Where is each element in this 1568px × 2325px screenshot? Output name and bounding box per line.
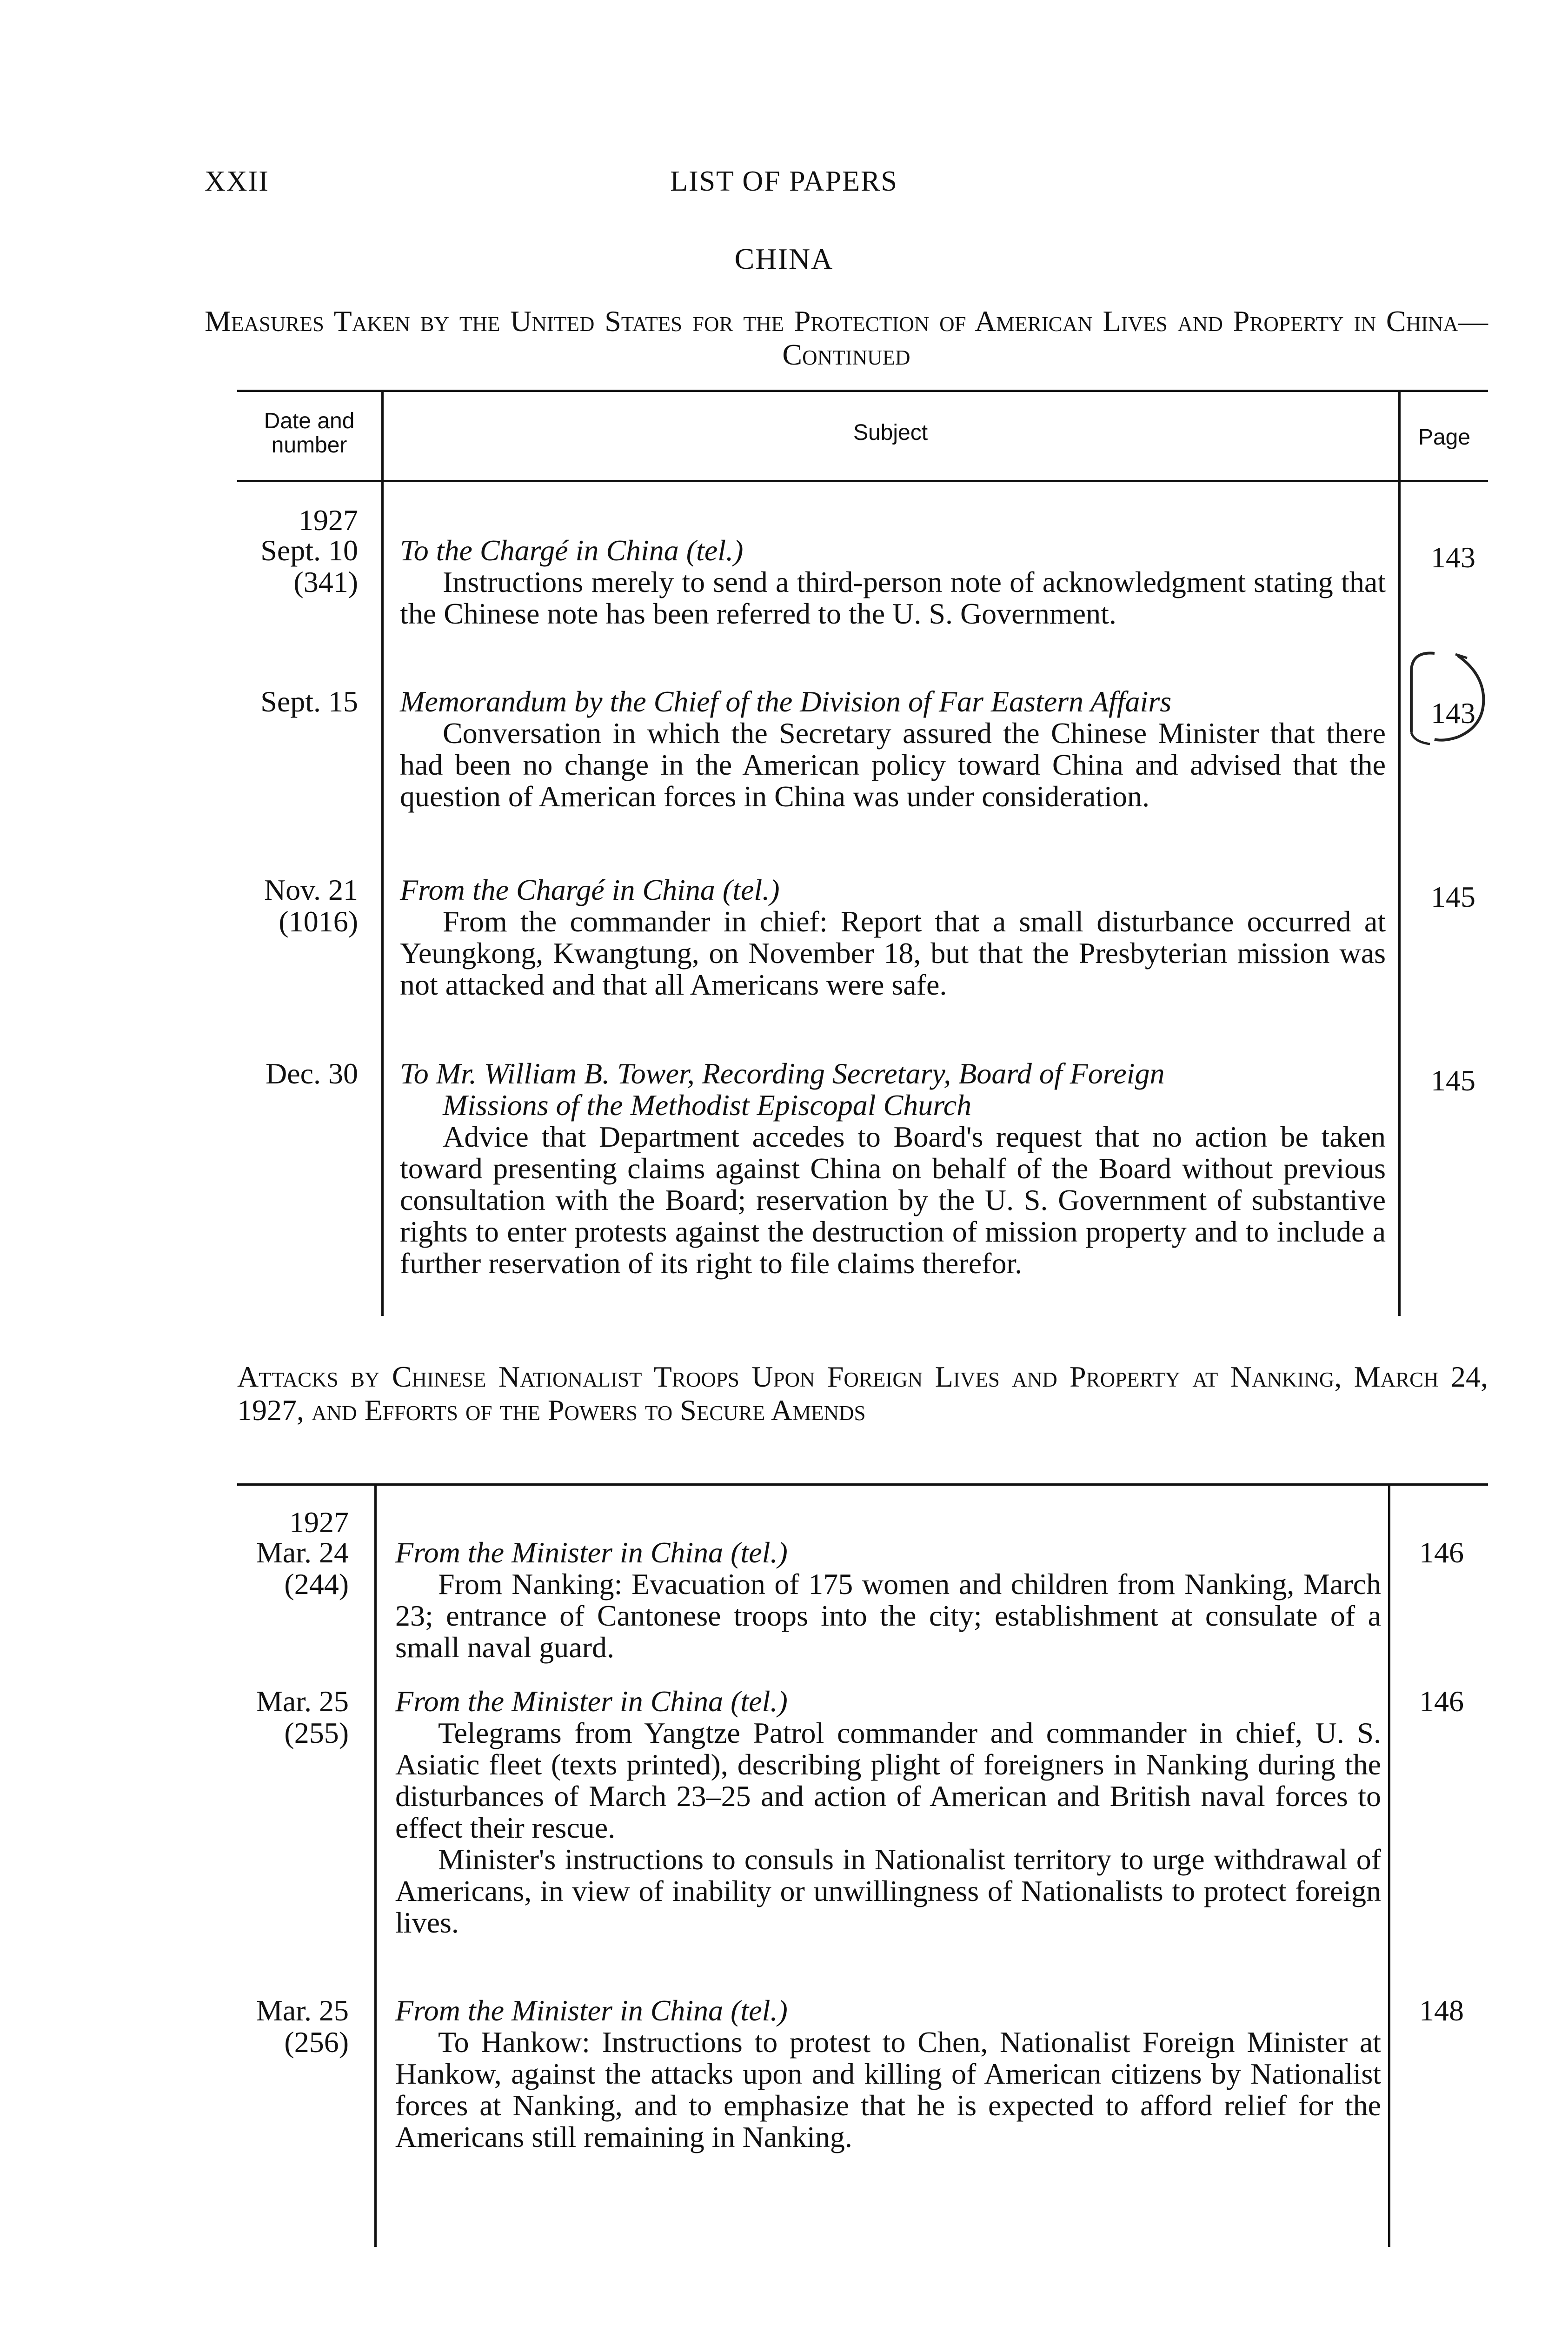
column-divider xyxy=(1388,1484,1390,2247)
list-item xyxy=(395,1537,1381,1663)
entry-summary: Advice that Department accedes to Board's request that no action be taken toward presenting claims against China on behalf of the Board without previous consultation with the Board; reservation by the U. S. Government of substantive rights to enter protests against the destruction of mission property and to include a further reservation of its right to file claims therefor. xyxy=(400,1120,1386,1280)
column-divider xyxy=(374,1484,377,2247)
entry-heading: From the Minister in China (tel.) xyxy=(395,1994,788,2027)
entry-summary: From Nanking: Evacuation of 175 women and children from Nanking, March 23; entrance of Cantonese troops into the city; establishment at consulate of a small naval guard. xyxy=(395,1568,1381,1664)
entry-summary-continued: Minister's instructions to consuls in Nationalist territory to urge withdrawal of Americans, in view of inability or unwillingness of Nationalists to protect foreign lives. xyxy=(395,1843,1381,1939)
entry-heading: Memorandum by the Chief of the Division of Far Eastern Affairs xyxy=(400,685,1172,718)
page-number: 143 xyxy=(1431,541,1475,574)
running-title: LIST OF PAPERS xyxy=(670,166,898,197)
entry-date: Mar. 24 xyxy=(256,1536,349,1569)
entry-date: Mar. 25 xyxy=(256,1685,349,1718)
handwritten-bracket-mark xyxy=(1402,644,1495,751)
page-number: 145 xyxy=(1431,1064,1475,1097)
column-header-page: Page xyxy=(1418,425,1471,450)
list-item xyxy=(395,1686,1381,1939)
entry-heading: From the Minister in China (tel.) xyxy=(395,1685,788,1718)
page-number: 143 xyxy=(1431,697,1475,730)
column-header-subject: Subject xyxy=(853,420,928,445)
country-heading: CHINA xyxy=(734,242,834,275)
section-title-nanking: Attacks by Chinese Nationalist Troops Upon Foreign Lives and Property at Nanking, March 24, 1927, and Efforts of the Powers to Secure Amends xyxy=(237,1360,1488,1427)
page-number: 145 xyxy=(1431,880,1475,913)
column-header-date: Date and number xyxy=(264,409,355,458)
entry-summary: Telegrams from Yangtze Patrol commander and commander in chief, U. S. Asiatic fleet (texts printed), describing plight of foreigners in Nanking during the disturbances of March 23–25 and action of American and British naval forces to effect their rescue. xyxy=(395,1716,1381,1844)
entry-date: Nov. 21 xyxy=(264,873,358,906)
entry-heading: To Mr. William B. Tower, Recording Secretary, Board of Foreign xyxy=(400,1057,1165,1090)
column-divider xyxy=(381,391,384,1316)
entry-summary: To Hankow: Instructions to protest to Chen, Nationalist Foreign Minister at Hankow, against the attacks upon and killing of American citizens by Nationalist forces at Nanking, and to emphasize that he is expected to afford relief for the Americans still remaining in Nanking. xyxy=(395,2026,1381,2153)
page-folio: XXII xyxy=(205,166,269,197)
entry-summary: Conversation in which the Secretary assured the Chinese Minister that there had been no change in the American policy toward China and advised that the question of American forces in China was under consideration. xyxy=(400,717,1386,813)
entry-heading-continued: Missions of the Methodist Episcopal Church xyxy=(443,1089,972,1122)
table-top-rule xyxy=(237,390,1488,392)
list-item xyxy=(400,1058,1386,1279)
list-item xyxy=(400,535,1386,630)
entry-number: (341) xyxy=(293,565,358,598)
column-divider xyxy=(1398,391,1401,1316)
entry-heading: To the Chargé in China (tel.) xyxy=(400,534,744,567)
table-top-rule xyxy=(237,1483,1488,1486)
entry-heading: From the Minister in China (tel.) xyxy=(395,1536,788,1569)
entry-date: Dec. 30 xyxy=(265,1057,358,1090)
entry-heading: From the Chargé in China (tel.) xyxy=(400,873,780,906)
entry-date: Sept. 15 xyxy=(260,685,358,718)
page-number: 146 xyxy=(1419,1536,1464,1569)
year-label: 1927 xyxy=(289,1506,349,1539)
table-header-rule xyxy=(237,480,1488,482)
section-title-protection: Measures Taken by the United States for the Protection of American Lives and Property in China—Continued xyxy=(205,305,1488,371)
entry-summary: From the commander in chief: Report that a small disturbance occurred at Yeungkong, Kwangtung, on November 18, but that the Presbyterian mission was not attacked and that all Americans were safe. xyxy=(400,905,1386,1001)
year-label: 1927 xyxy=(299,504,358,537)
entry-summary: Instructions merely to send a third-person note of acknowledgment stating that the Chinese note has been referred to the U. S. Government. xyxy=(400,565,1386,630)
list-item xyxy=(400,686,1386,812)
entry-number: (244) xyxy=(284,1568,349,1601)
entry-date: Mar. 25 xyxy=(256,1994,349,2027)
page-number: 148 xyxy=(1419,1994,1464,2027)
entry-number: (255) xyxy=(284,1716,349,1749)
entry-number: (256) xyxy=(284,2026,349,2059)
list-item xyxy=(400,874,1386,1001)
entry-date: Sept. 10 xyxy=(260,534,358,567)
page-number: 146 xyxy=(1419,1685,1464,1718)
list-item xyxy=(395,1995,1381,2153)
entry-number: (1016) xyxy=(279,905,358,938)
